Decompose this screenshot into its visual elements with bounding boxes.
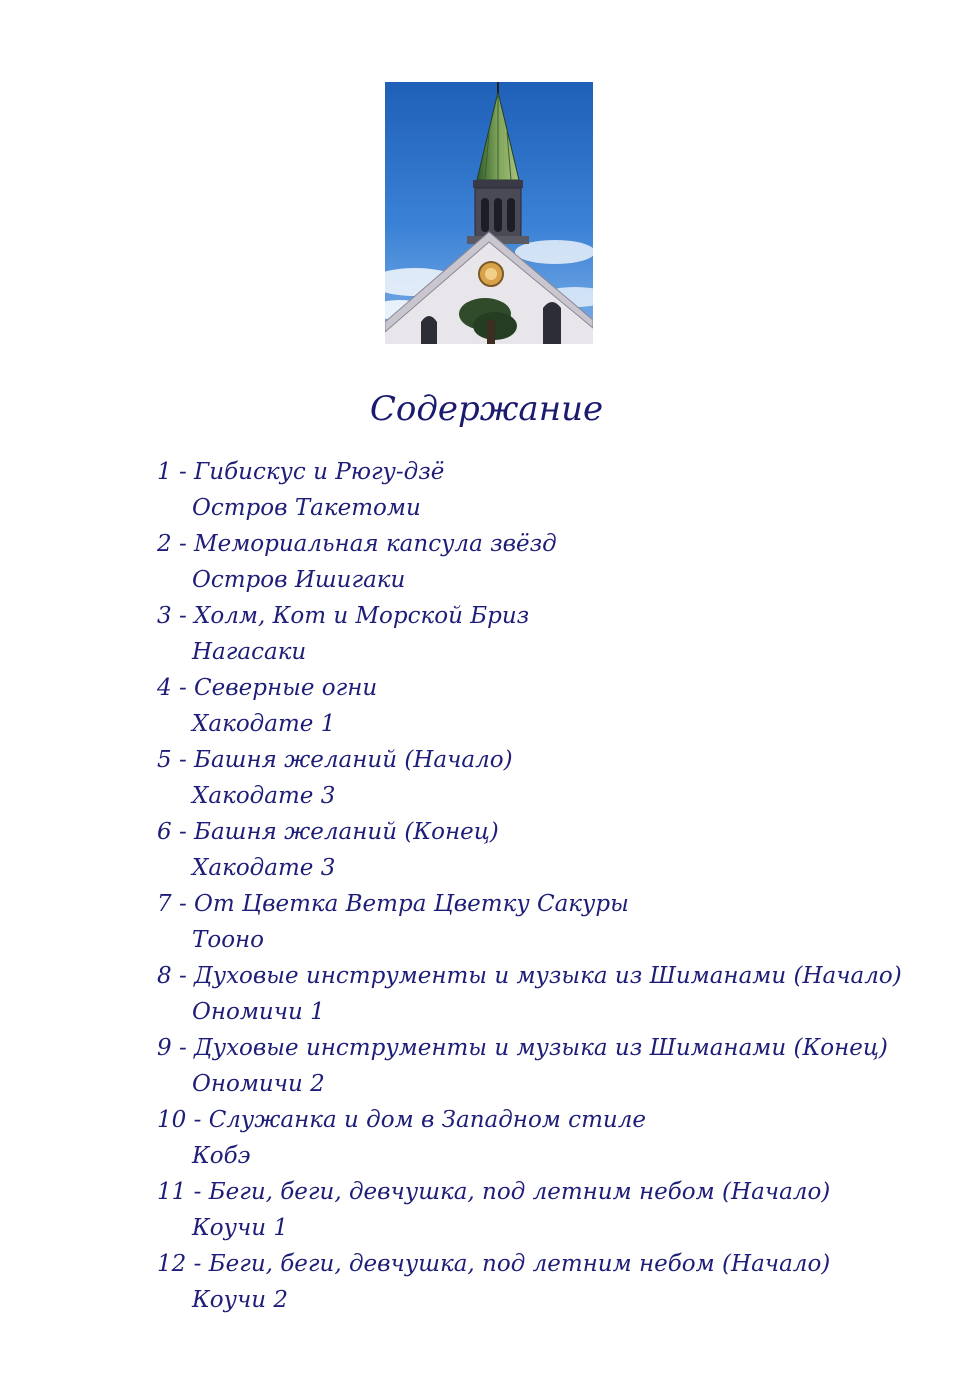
- toc-entry-title: Служанка и дом в Западном стиле: [208, 1107, 646, 1133]
- toc-entry: [157, 670, 957, 742]
- toc-entry-number: 4: [157, 675, 172, 701]
- toc-separator: -: [186, 1251, 209, 1277]
- toc-entry-heading: [157, 1030, 957, 1066]
- toc-entry-heading: [157, 1102, 957, 1138]
- toc-entry: [157, 454, 957, 526]
- toc-entry-number: 2: [157, 531, 172, 557]
- toc-entry-title: Северные огни: [194, 675, 378, 701]
- toc-entry-place: Коучи 2: [192, 1287, 289, 1313]
- toc-entry-number: 8: [157, 963, 172, 989]
- toc-entry-place: Кобэ: [192, 1143, 251, 1169]
- toc-entry-title: Беги, беги, девчушка, под летним небом (Начало): [208, 1179, 831, 1205]
- toc-entry-place: Хакодате 3: [192, 855, 336, 881]
- toc-entry-heading: [157, 1174, 957, 1210]
- toc-entry-title: Башня желаний (Начало): [194, 747, 513, 773]
- toc-entry: [157, 1174, 957, 1246]
- toc-separator: -: [171, 675, 195, 701]
- toc-entry-number: 6: [157, 819, 172, 845]
- toc-separator: -: [171, 819, 195, 845]
- toc-entry-title: Гибискус и Рюгу-дзё: [194, 459, 445, 485]
- toc-entry: [157, 958, 957, 1030]
- toc-entry-title: Холм, Кот и Морской Бриз: [194, 603, 530, 629]
- toc-entry-heading: [157, 670, 957, 706]
- toc-entry-number: 1: [157, 459, 172, 485]
- toc-entry-place: Нагасаки: [192, 639, 307, 665]
- toc-entry-place: Коучи 1: [192, 1215, 289, 1241]
- toc-entry-heading: [157, 598, 957, 634]
- toc-entry-place: Остров Такетоми: [192, 495, 421, 521]
- toc-separator: -: [171, 891, 195, 917]
- toc-entry-title: Башня желаний (Конец): [194, 819, 499, 845]
- toc-entry-number: 11: [157, 1179, 187, 1205]
- toc-entry-heading: [157, 1246, 957, 1282]
- toc-separator: -: [171, 963, 195, 989]
- toc-entry-heading: [157, 958, 957, 994]
- toc-entry-title: От Цветка Ветра Цветку Сакуры: [194, 891, 629, 917]
- toc-entry-title: Мемориальная капсула звёзд: [194, 531, 557, 557]
- toc-entry-number: 7: [157, 891, 172, 917]
- toc-entry-number: 12: [157, 1251, 187, 1277]
- toc-title: Содержание: [369, 389, 604, 429]
- toc-entry-title: Духовые инструменты и музыка из Шиманами (Начало): [194, 963, 902, 989]
- toc-entry-place: Тооно: [192, 927, 265, 953]
- cover-illustration: [385, 82, 593, 344]
- toc-separator: -: [171, 747, 195, 773]
- toc-entry-place: Хакодате 3: [192, 783, 336, 809]
- toc-entry: [157, 1102, 957, 1174]
- toc-entry-heading: [157, 742, 957, 778]
- toc-list: [157, 454, 957, 1318]
- toc-separator: -: [186, 1107, 209, 1133]
- toc-entry-number: 3: [157, 603, 172, 629]
- toc-separator: -: [171, 603, 195, 629]
- toc-entry-heading: [157, 526, 957, 562]
- toc-separator: -: [171, 531, 195, 557]
- toc-entry-title: Духовые инструменты и музыка из Шиманами (Конец): [194, 1035, 888, 1061]
- toc-separator: -: [186, 1179, 209, 1205]
- toc-entry-number: 9: [157, 1035, 172, 1061]
- toc-entry: [157, 1246, 957, 1318]
- toc-entry: [157, 742, 957, 814]
- toc-separator: -: [171, 1035, 195, 1061]
- toc-entry-place: Остров Ишигаки: [192, 567, 406, 593]
- toc-entry-place: Ономичи 2: [192, 1071, 325, 1097]
- toc-entry: [157, 886, 957, 958]
- toc-separator: -: [171, 459, 195, 485]
- toc-entry: [157, 526, 957, 598]
- toc-entry-place: Ономичи 1: [192, 999, 325, 1025]
- toc-entry-number: 10: [157, 1107, 187, 1133]
- toc-entry: [157, 814, 957, 886]
- toc-entry: [157, 1030, 957, 1102]
- toc-entry: [157, 598, 957, 670]
- toc-entry-heading: [157, 454, 957, 490]
- toc-entry-heading: [157, 886, 957, 922]
- toc-entry-place: Хакодате 1: [192, 711, 336, 737]
- toc-entry-number: 5: [157, 747, 172, 773]
- toc-entry-title: Беги, беги, девчушка, под летним небом (Начало): [208, 1251, 831, 1277]
- toc-entry-heading: [157, 814, 957, 850]
